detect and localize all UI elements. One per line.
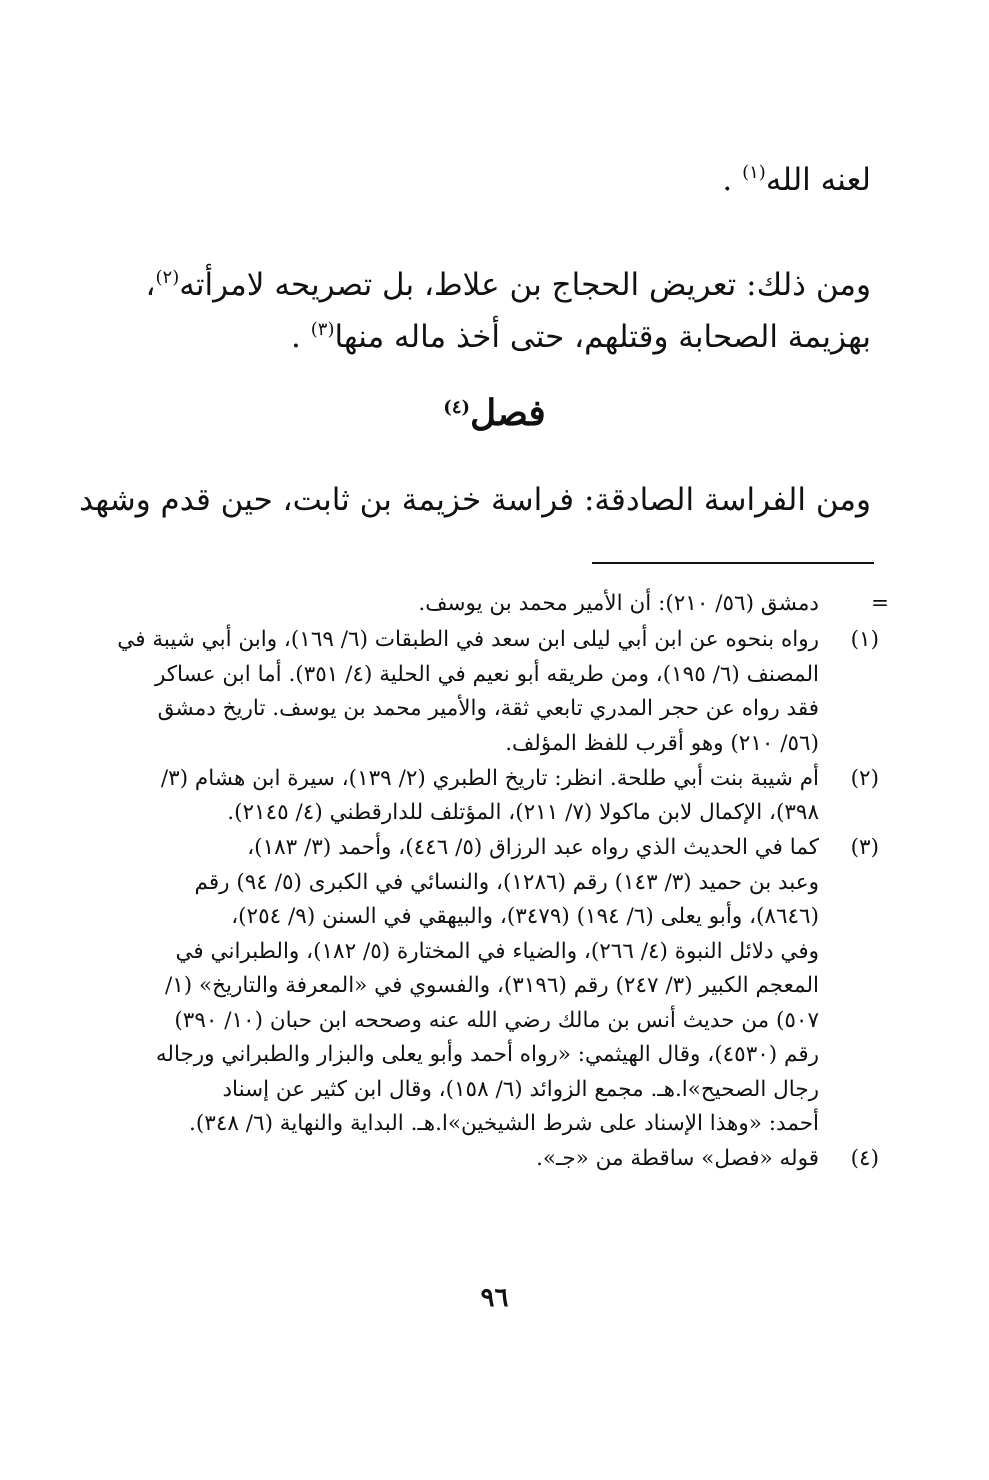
- footnote-3-line-7: رقم (٤٥٣٠)، وقال الهيثمي: «رواه أحمد وأبو يعلى والبزار والطبراني ورجاله: [155, 1042, 819, 1067]
- footnote-number-4: (٤): [850, 1146, 879, 1171]
- footnote-2-line-1: أم شيبة بنت أبي طلحة. انظر: تاريخ الطبري (٢/ ١٣٩)، سيرة ابن هشام (٣/: [160, 766, 819, 791]
- footnote-3-line-3: (٨٦٤٦)، وأبو يعلى (٦/ ١٩٤) (٣٤٧٩)، والبيهقي في السنن (٩/ ٢٥٤)،: [231, 904, 819, 929]
- main-line-3: بهزيمة الصحابة وقتلهم، حتى أخذ ماله منها$^{(٣)}$ .: [291, 319, 871, 355]
- footnote-3-line-6: ٥٠٧) من حديث أنس بن مالك رضي الله عنه وصححه ابن حبان (١٠/ ٣٩٠): [174, 1008, 819, 1033]
- footnote-3-line-9: أحمد: «وهذا الإسناد على شرط الشيخين»ا.هـ. البداية والنهاية (٦/ ٣٤٨).: [189, 1111, 819, 1136]
- footnote-ref-1[interactable]: (١): [742, 162, 766, 183]
- footnote-3-line-5: المعجم الكبير (٣/ ٢٤٧) رقم (٣١٩٦)، والفسوي في «المعرفة والتاريخ» (١/: [164, 973, 819, 998]
- footnote-ref-2[interactable]: (٢): [155, 267, 180, 288]
- footnote-3-line-1: كما في الحديث الذي رواه عبد الرزاق (٥/ ٤٤٦)، وأحمد (٣/ ١٨٣)،: [247, 835, 819, 860]
- main-line-2: ومن ذلك: تعريض الحجاج بن علاط، بل تصريحه لامرأته$^{(٢)}$،: [145, 267, 871, 303]
- footnote-1-line-4: (٥٦/ ٢١٠) وهو أقرب للفظ المؤلف.: [505, 731, 819, 756]
- footnote-3-line-2: وعبد بن حميد (٣/ ١٤٣) رقم (١٢٨٦)، والنسائي في الكبرى (٥/ ٩٤) رقم: [194, 870, 819, 895]
- footnote-2-line-2: ٣٩٨)، الإكمال لابن ماكولا (٧/ ٢١١)، المؤتلف للدارقطني (٤/ ٢١٤٥).: [227, 800, 819, 825]
- footnote-4-line-1: قوله «فصل» ساقطة من «جـ».: [536, 1146, 819, 1171]
- section-heading: فصل$^{(٤)}$: [443, 392, 546, 434]
- footnote-number-2: (٢): [850, 766, 879, 791]
- footnote-continuation: دمشق (٥٦/ ٢١٠): أن الأمير محمد بن يوسف.: [418, 591, 819, 616]
- footnote-ref-4[interactable]: (٤): [443, 397, 471, 418]
- footnote-3-line-4: وفي دلائل النبوة (٤/ ٢٦٦)، والضياء في المختارة (٥/ ١٨٢)، والطبراني في: [175, 939, 819, 964]
- page-number: ٩٦: [480, 1283, 509, 1313]
- footnote-1-line-3: فقد رواه عن حجر المدري تابعي ثقة، والأمير محمد بن يوسف. تاريخ دمشق: [157, 696, 819, 721]
- footnote-separator: [592, 562, 874, 564]
- footnote-number-3: (٣): [850, 835, 879, 860]
- footnote-1-line-1: رواه بنحوه عن ابن أبي ليلى ابن سعد في الطبقات (٦/ ١٦٩)، وابن أبي شيبة في: [117, 627, 819, 652]
- footnote-ref-3[interactable]: (٣): [310, 319, 335, 340]
- footnote-1-line-2: المصنف (٦/ ١٩٥)، ومن طريقه أبو نعيم في الحلية (٤/ ٣٥١). أما ابن عساكر: [154, 662, 819, 687]
- main-line-4: ومن الفراسة الصادقة: فراسة خزيمة بن ثابت، حين قدم وشهد: [79, 482, 871, 518]
- footnote-3-line-8: رجال الصحيح»ا.هـ. مجمع الزوائد (٦/ ١٥٨)، وقال ابن كثير عن إسناد: [222, 1077, 819, 1102]
- footnote-number-1: (١): [850, 627, 879, 652]
- continuation-marker: =: [870, 591, 889, 616]
- main-line-1: لعنه الله$^{(١)}$ .: [722, 162, 871, 198]
